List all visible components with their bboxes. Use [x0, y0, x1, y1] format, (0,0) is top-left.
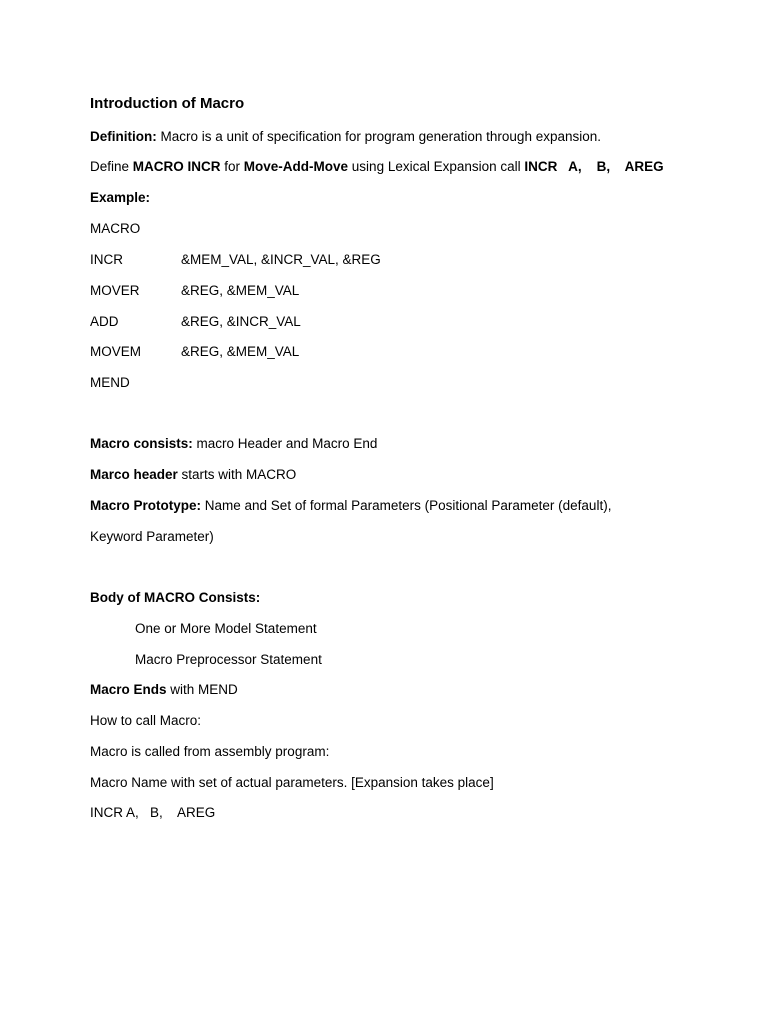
body-item: Macro Preprocessor Statement [135, 652, 322, 667]
definition-text: Macro is a unit of specification for program generation through expansion. [156, 129, 601, 144]
name-params: Macro Name with set of actual parameters. [Expansion takes place] [90, 775, 494, 790]
example-label: Example: [90, 190, 151, 205]
body-item: One or More Model Statement [135, 621, 317, 636]
body-label: Body of MACRO Consists: [90, 590, 261, 605]
prototype-label: Macro Prototype: [90, 498, 202, 513]
code-operands: &REG, &INCR_VAL [181, 314, 301, 329]
code-operands: &REG, &MEM_VAL [181, 344, 300, 359]
define-part-2: MACRO INCR [132, 159, 221, 174]
code-label: MEND [90, 375, 130, 390]
code-label: INCR [90, 252, 123, 267]
consists-label: Macro consists: [90, 436, 193, 451]
code-operands: &MEM_VAL, &INCR_VAL, &REG [181, 252, 381, 267]
prototype-line [90, 497, 611, 515]
define-line [90, 158, 664, 176]
header-line [90, 466, 296, 484]
code-label: ADD [90, 314, 119, 329]
consists-line [90, 435, 377, 453]
define-part-4: Move-Add-Move [243, 159, 349, 174]
define-part-3: for [220, 159, 244, 174]
define-part-6: INCR A, B, AREG [524, 159, 664, 174]
definition-label: Definition: [90, 129, 157, 144]
header-label: Marco header [90, 467, 178, 482]
ends-line [90, 681, 238, 699]
header-text: starts with MACRO [177, 467, 297, 482]
code-label: MACRO [90, 221, 141, 236]
ends-text: with MEND [166, 682, 238, 697]
definition-line [90, 128, 601, 146]
define-part-1: Define [90, 159, 133, 174]
consists-text: macro Header and Macro End [192, 436, 378, 451]
code-operands: &REG, &MEM_VAL [181, 283, 300, 298]
prototype-continuation: Keyword Parameter) [90, 529, 214, 544]
code-label: MOVEM [90, 344, 142, 359]
define-part-5: using Lexical Expansion call [348, 159, 525, 174]
called-from: Macro is called from assembly program: [90, 744, 330, 759]
page-title: Introduction of Macro [90, 95, 245, 112]
ends-label: Macro Ends [90, 682, 167, 697]
call-example: INCR A, B, AREG [90, 805, 216, 820]
code-label: MOVER [90, 283, 140, 298]
prototype-text: Name and Set of formal Parameters (Positional Parameter (default), [201, 498, 612, 513]
how-to-call: How to call Macro: [90, 713, 202, 728]
